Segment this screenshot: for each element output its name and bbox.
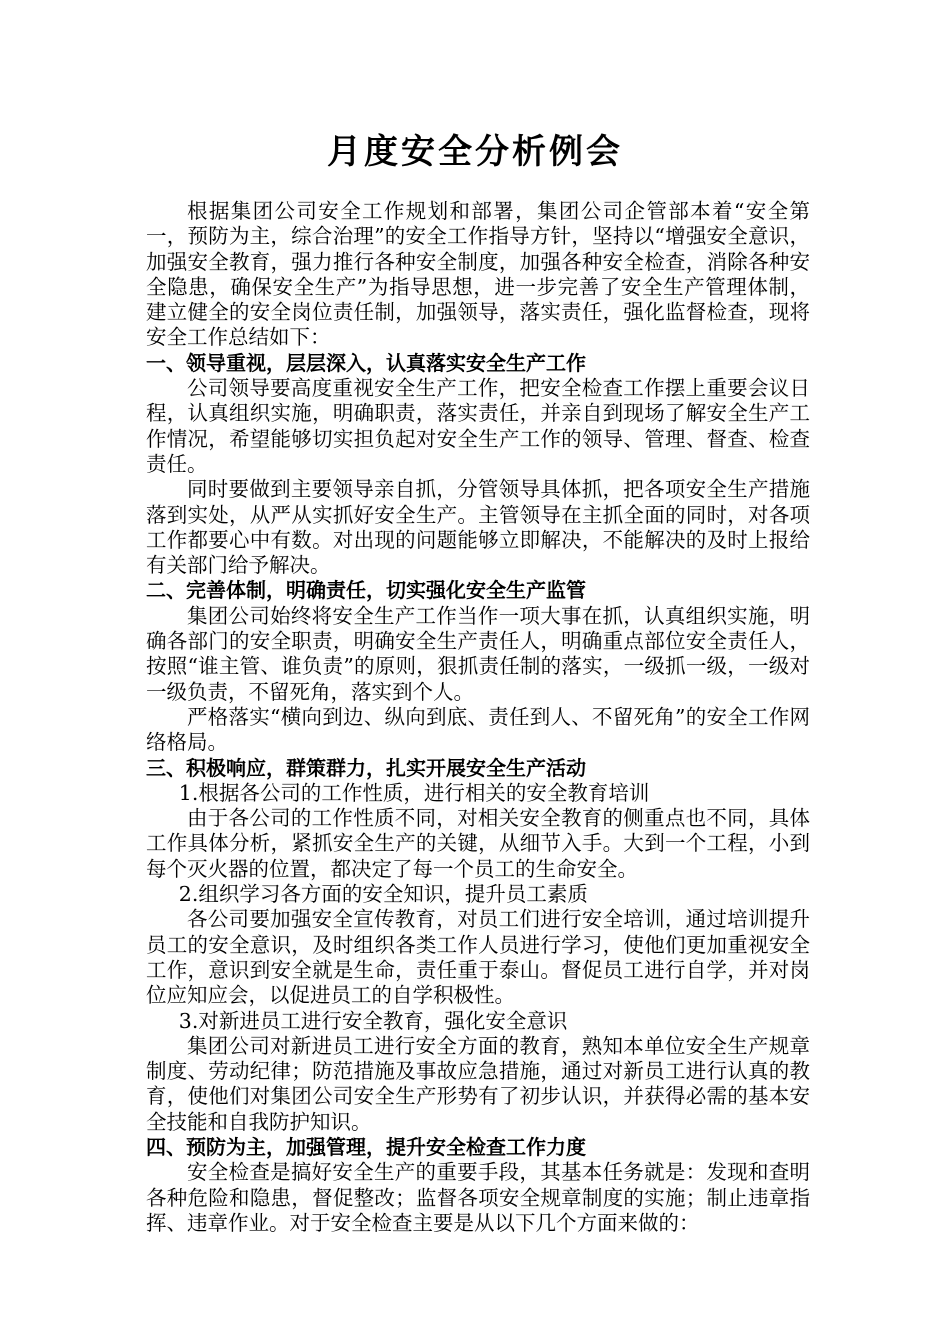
subsection-title: 2.组织学习各方面的安全知识，提升员工素质: [178, 882, 588, 907]
paragraph: 各公司要加强安全宣传教育，对员工们进行安全培训，通过培训提升员工的安全意识，及时组织各类工作人员进行学习，使他们更加重视安全工作，意识到安全就是生命，责任重于泰山。督促员工进行自学，并对岗位应知应会，以促进员工的自学积极性。: [146, 907, 810, 1008]
document-body: [146, 199, 810, 1236]
paragraph: 安全检查是搞好安全生产的重要手段，其基本任务就是：发现和查明各种危险和隐患，督促整改；监督各项安全规章制度的实施；制止违章指挥、违章作业。对于安全检查主要是从以下几个方面来做的：: [146, 1160, 810, 1235]
paragraph: 集团公司对新进员工进行安全方面的教育，熟知本单位安全生产规章制度、劳动纪律；防范措施及事故应急措施，通过对新员工进行认真的教育，使他们对集团公司安全生产形势有了初步认识，并获得必需的基本安全技能和自我防护知识。: [146, 1033, 810, 1134]
paragraph: 由于各公司的工作性质不同，对相关安全教育的侧重点也不同，具体工作具体分析，紧抓安全生产的关键，从细节入手。大到一个工程，小到每个灭火器的位置，都决定了每一个员工的生命安全。: [146, 806, 810, 881]
document-title: 月度安全分析例会: [327, 132, 623, 172]
section-heading: 一、领导重视，层层深入，认真落实安全生产工作: [146, 350, 586, 375]
section-heading: 四、预防为主，加强管理，提升安全检查工作力度: [146, 1134, 586, 1159]
section-heading: 三、积极响应，群策群力，扎实开展安全生产活动: [146, 755, 586, 780]
paragraph: 严格落实“横向到边、纵向到底、责任到人、不留死角”的安全工作网络格局。: [146, 704, 810, 755]
paragraph: 同时要做到主要领导亲自抓，分管领导具体抓，把各项安全生产措施落到实处，从严从实抓好安全生产。主管领导在主抓全面的同时，对各项工作都要心中有数。对出现的问题能够立即解决，不能解决的及时上报给有关部门给予解决。: [146, 477, 810, 578]
subsection-title: 1.根据各公司的工作性质，进行相关的安全教育培训: [178, 780, 650, 805]
paragraph: 集团公司始终将安全生产工作当作一项大事在抓，认真组织实施，明确各部门的安全职责，明确安全生产责任人，明确重点部位安全责任人，按照“谁主管、谁负责”的原则，狠抓责任制的落实，一级抓一级，一级对一级负责，不留死角，落实到个人。: [146, 603, 810, 704]
paragraph: 根据集团公司安全工作规划和部署，集团公司企管部本着“安全第一，预防为主，综合治理”的安全工作指导方针，坚持以“增强安全意识，加强安全教育，强力推行各种安全制度，加强各种安全检查，消除各种安全隐患，确保安全生产”为指导思想，进一步完善了安全生产管理体制，建立健全的安全岗位责任制，加强领导，落实责任，强化监督检查，现将安全工作总结如下：: [146, 199, 810, 350]
subsection-title: 3.对新进员工进行安全教育，强化安全意识: [178, 1008, 568, 1033]
section-heading: 二、完善体制，明确责任，切实强化安全生产监管: [146, 578, 586, 603]
paragraph: 公司领导要高度重视安全生产工作，把安全检查工作摆上重要会议日程，认真组织实施，明确职责，落实责任，并亲自到现场了解安全生产工作情况，希望能够切实担负起对安全生产工作的领导、管理、督查、检查责任。: [146, 376, 810, 476]
